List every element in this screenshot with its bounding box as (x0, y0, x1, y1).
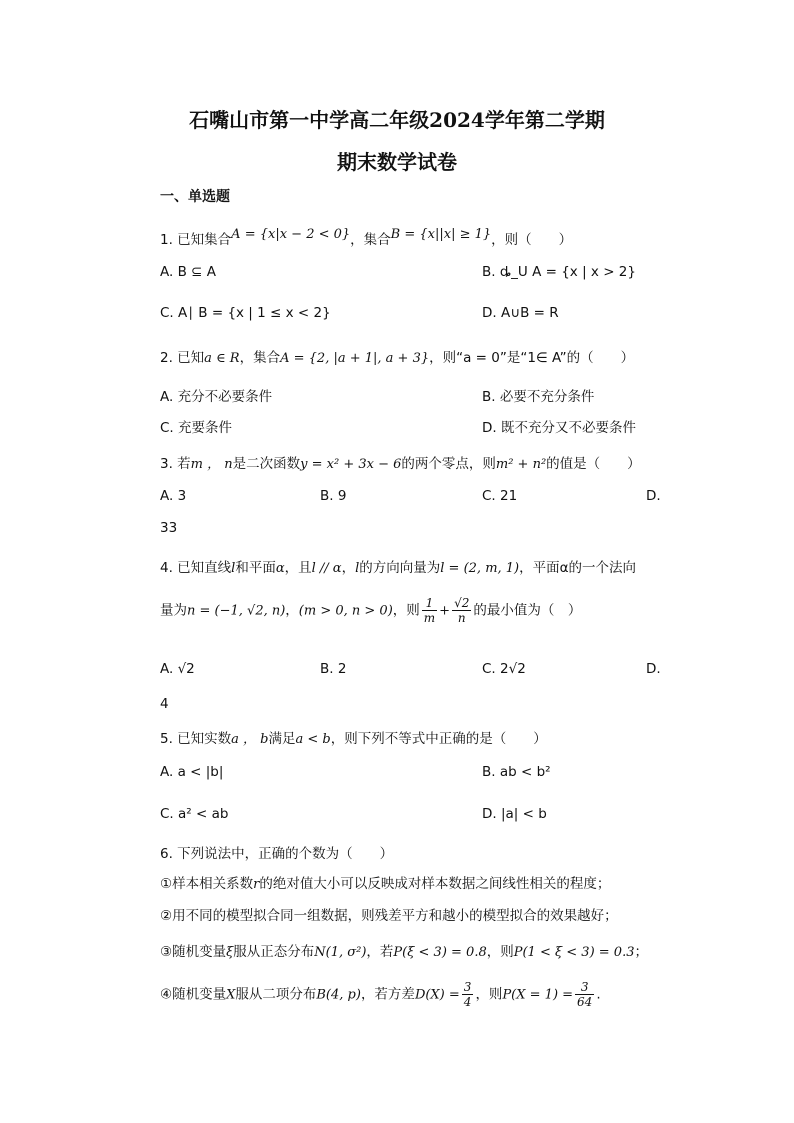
q3-option-d-value: 33 (160, 520, 178, 536)
q4-fraction-1: $\frac{1}{m}$ (423, 596, 436, 625)
exam-title-line2: 期末数学试卷 (337, 150, 457, 174)
q6-stem: 6. 下列说法中，正确的个数为（ ） (160, 846, 394, 862)
q1-stem-pre: 1. 已知集合 (160, 232, 232, 248)
section-heading: 一、单选题 (160, 189, 230, 205)
q6-statement-2: ②用不同的模型拟合同一组数据，则残差平方和越小的模型拟合的效果越好； (160, 908, 618, 924)
q6-s3-condition: P(ξ < 3) = 0.8 (393, 945, 487, 960)
q6-s4-mid2: ，若方差 (360, 986, 415, 1003)
q3-stem-pre: 3. 若 (160, 456, 191, 472)
q5-stem-mid: 满足 (268, 731, 296, 747)
q6-s1-post: 的绝对值大小可以反映成对样本数据之间线性相关的程度； (259, 876, 611, 892)
q2-stem-mid: ，集合 (239, 350, 281, 366)
q1-option-c: C. A∣ B = {x | 1 ≤ x < 2} (160, 305, 331, 321)
q5-option-d: D. |a| < b (482, 806, 547, 822)
q5-stem-pre: 5. 已知实数 (160, 731, 232, 747)
q4-vector-n: n = (−1, √2, n) (187, 603, 286, 619)
q5-option-c: C. a² < ab (160, 806, 229, 822)
q4-stem2-pre: 量为 (160, 602, 187, 619)
q3-stem-post: 的值是（ ） (546, 456, 641, 472)
q6-s1-r: r (253, 877, 260, 892)
q3-option-a: A. 3 (160, 488, 187, 504)
exam-title-line1: 石嘴山市第一中学高二年级2024学年第二学期 (189, 108, 605, 132)
q6-s3-mid: 服从正态分布 (233, 944, 315, 960)
q1-option-d: D. A∪B = R (482, 305, 559, 321)
q6-s1-pre: ①样本相关系数 (160, 876, 254, 892)
q6-s4-probability: P(X = 1) = (502, 987, 574, 1003)
q6-s4-distribution: B(4, p) (316, 987, 361, 1003)
q2-option-a: A. 充分不必要条件 (160, 389, 273, 405)
q1-option-b: B. ȡ_U A = {x | x > 2} (482, 264, 636, 280)
q4-stem-mid2: ，且 (284, 560, 312, 576)
q2-option-d: D. 既不充分又不必要条件 (482, 420, 636, 436)
q4-option-b: B. 2 (320, 661, 347, 677)
q5-stem (160, 727, 547, 747)
q4-stem-line1 (160, 556, 636, 576)
q2-option-b: B. 必要不充分条件 (482, 389, 595, 405)
q1-set-b: B = {x||x| ≥ 1} (390, 227, 492, 242)
q2-set: A = {2, |a + 1|, a + 3} (280, 351, 430, 366)
q4-stem2-post: 的最小值为（ ） (473, 602, 582, 619)
q4-stem-line2 (160, 596, 581, 625)
q4-stem-pre: 4. 已知直线 (160, 560, 232, 576)
q6-statement-1 (160, 872, 610, 892)
q5-option-b: B. ab < b² (482, 764, 551, 780)
q2-option-c: C. 充要条件 (160, 420, 233, 436)
q1-option-a: A. B ⊆ A (160, 264, 216, 280)
q3-option-b: B. 9 (320, 488, 347, 504)
q3-stem-mid: 是二次函数 (232, 456, 301, 472)
q1-stem-mid: ，集合 (350, 232, 391, 248)
q4-stem-post: ，平面α的一个法向 (519, 560, 637, 576)
q2-condition: a ∈ R (204, 351, 240, 366)
q4-line-l: l (231, 561, 236, 576)
q4-stem-mid: 和平面 (235, 560, 276, 576)
q4-parallel: l // α (311, 561, 342, 576)
q3-stem (160, 452, 641, 472)
q2-stem (160, 346, 634, 366)
q3-stem-mid2: 的两个零点，则 (401, 456, 496, 472)
q4-stem2-mid2: ，则 (392, 602, 420, 619)
q2-stem-pre: 2. 已知 (160, 350, 205, 366)
q6-s3-pre: ③随机变量 (160, 944, 227, 960)
q2-stem-post: ，则“a = 0”是“1∈ A”的（ ） (429, 350, 635, 366)
q4-option-a: A. √2 (160, 661, 195, 677)
q3-expression: m² + n² (495, 457, 547, 472)
q6-s4-mid3: ，则 (475, 986, 503, 1003)
q1-stem (160, 228, 572, 248)
q4-stem-mid4: 的方向向量为 (359, 560, 441, 576)
q6-s3-post: ； (634, 944, 648, 960)
q6-s4-mid: 服从二项分布 (235, 986, 317, 1003)
q1-set-a: A = {x|x − 2 < 0} (231, 227, 351, 242)
q1-stem-post: ，则（ ） (491, 232, 573, 248)
q6-s3-mid2: ，若 (366, 944, 394, 960)
q6-s4-fraction-2: $\frac{3}{64}$ (577, 980, 593, 1009)
q4-fraction-2: $\frac{√2}{n}$ (454, 596, 470, 625)
q6-s4-x: X (226, 987, 236, 1003)
q4-line-l-2: l (355, 561, 360, 576)
q4-stem2-mid: ， (285, 602, 299, 619)
q3-mn: m ， n (190, 457, 233, 472)
q4-option-c: C. 2√2 (482, 661, 526, 677)
q6-s4-post: . (596, 986, 601, 1003)
q6-s4-variance: D(X) = (414, 987, 460, 1003)
q6-s3-result: P(1 < ξ < 3) = 0.3 (513, 945, 635, 960)
q4-plane-alpha: α (275, 561, 285, 576)
q6-s3-distribution: N(1, σ²) (314, 945, 367, 960)
q5-stem-post: ，则下列不等式中正确的是（ ） (330, 731, 547, 747)
q6-s3-mid3: ，则 (486, 944, 514, 960)
q4-condition: (m > 0, n > 0) (298, 603, 393, 619)
q5-option-a: A. a < |b| (160, 764, 224, 780)
q6-s4-fraction-1: $\frac{3}{4}$ (463, 980, 472, 1009)
q6-statement-3 (160, 940, 648, 960)
q5-condition: a < b (295, 732, 331, 747)
q4-stem-mid3: ， (341, 560, 356, 576)
q6-s3-xi: ξ (226, 945, 234, 960)
q3-function: y = x² + 3x − 6 (300, 457, 402, 472)
q4-option-d: D. (646, 661, 661, 677)
q3-option-c: C. 21 (482, 488, 518, 504)
q4-vector-l: l = (2, m, 1) (440, 561, 520, 576)
q6-s4-pre: ④随机变量 (160, 986, 227, 1003)
q4-plus: + (439, 603, 451, 619)
q5-ab: a ， b (231, 732, 269, 747)
q4-option-d-value: 4 (160, 696, 169, 712)
q6-statement-4 (160, 980, 601, 1009)
q3-option-d: D. (646, 488, 661, 504)
